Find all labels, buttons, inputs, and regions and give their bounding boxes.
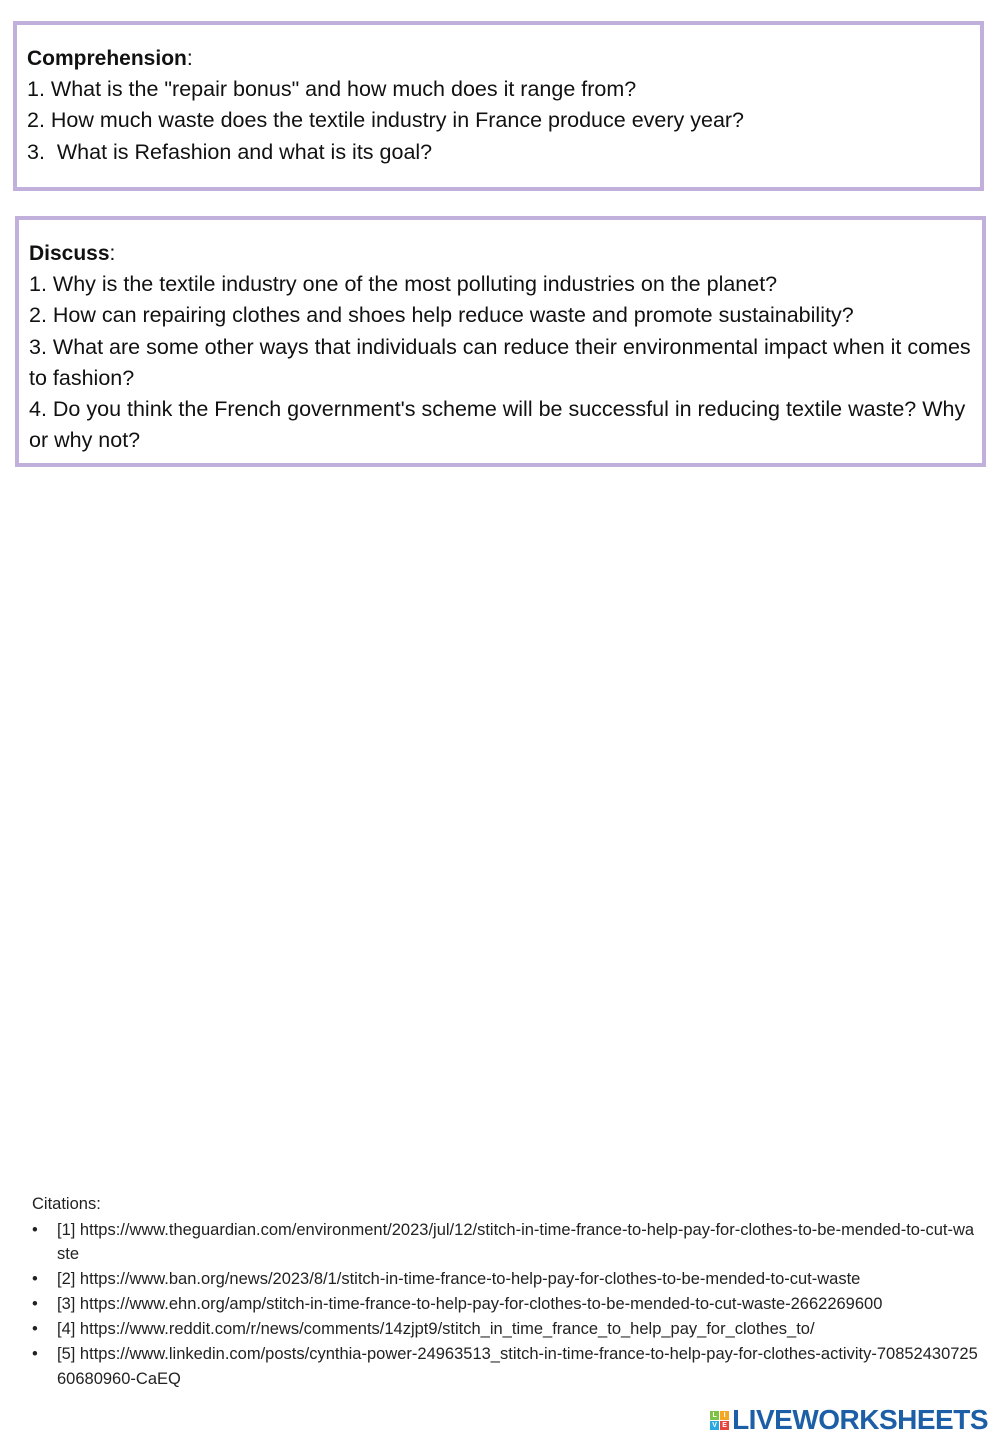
comprehension-title: Comprehension: xyxy=(27,47,193,70)
logo-tile: V xyxy=(710,1421,719,1430)
citation-link[interactable]: [5] https://www.linkedin.com/posts/cynthia-power-24963513_stitch-in-time-france-to-help-pay-for-clothes-activity-7085243072560680960-CaEQ xyxy=(57,1345,978,1388)
comprehension-question-2: 2. How much waste does the textile industry in France produce every year? xyxy=(27,108,745,133)
discuss-question-2: 2. How can repairing clothes and shoes help reduce waste and promote sustainability? xyxy=(29,303,854,328)
citation-link[interactable]: [2] https://www.ban.org/news/2023/8/1/stitch-in-time-france-to-help-pay-for-clothes-to-be-mended-to-cut-waste xyxy=(57,1270,861,1288)
discuss-title: Discuss: xyxy=(29,242,116,265)
citation-link[interactable]: [1] https://www.theguardian.com/environment/2023/jul/12/stitch-in-time-france-to-help-pay-for-clothes-to-be-mended-to-cut-waste xyxy=(57,1220,975,1263)
comprehension-box xyxy=(13,21,984,191)
citation-item[interactable] xyxy=(32,1218,982,1267)
citation-item[interactable] xyxy=(32,1292,982,1317)
discuss-box xyxy=(15,216,986,467)
citations-section xyxy=(32,1192,982,1392)
logo-tile: I xyxy=(720,1411,729,1420)
citation-item[interactable] xyxy=(32,1267,982,1292)
bullet-icon: • xyxy=(32,1345,38,1363)
liveworksheets-logo xyxy=(710,1406,988,1434)
bullet-icon: • xyxy=(32,1270,38,1288)
bullet-icon: • xyxy=(32,1220,38,1239)
bullet-icon: • xyxy=(32,1295,38,1313)
citation-item[interactable] xyxy=(32,1317,982,1342)
citations-list xyxy=(32,1218,982,1392)
bullet-icon: • xyxy=(32,1320,38,1338)
discuss-question-4: 4. Do you think the French government's scheme will be successful in reducing textile waste? Why or why not? xyxy=(29,397,972,453)
discuss-question-1: 1. Why is the textile industry one of the most polluting industries on the planet? xyxy=(29,272,778,296)
logo-text: LIVEWORKSHEETS xyxy=(732,1404,988,1435)
comprehension-question-1: 1. What is the "repair bonus" and how much does it range from? xyxy=(27,77,637,101)
comprehension-question-3: 3. What is Refashion and what is its goal? xyxy=(27,139,433,164)
discuss-question-3: 3. What are some other ways that individuals can reduce their environmental impact when it comes to fashion? xyxy=(29,334,977,390)
citation-link[interactable]: [3] https://www.ehn.org/amp/stitch-in-time-france-to-help-pay-for-clothes-to-be-mended-to-cut-waste-2662269600 xyxy=(57,1295,883,1313)
citations-heading: Citations: xyxy=(32,1195,101,1213)
citation-link[interactable]: [4] https://www.reddit.com/r/news/comments/14zjpt9/stitch_in_time_france_to_help_pay_for_clothes_to/ xyxy=(57,1320,815,1338)
citation-item[interactable] xyxy=(32,1342,982,1391)
logo-tile: E xyxy=(720,1421,729,1430)
logo-tile: L xyxy=(710,1411,719,1420)
logo-tiles-icon xyxy=(710,1411,729,1430)
